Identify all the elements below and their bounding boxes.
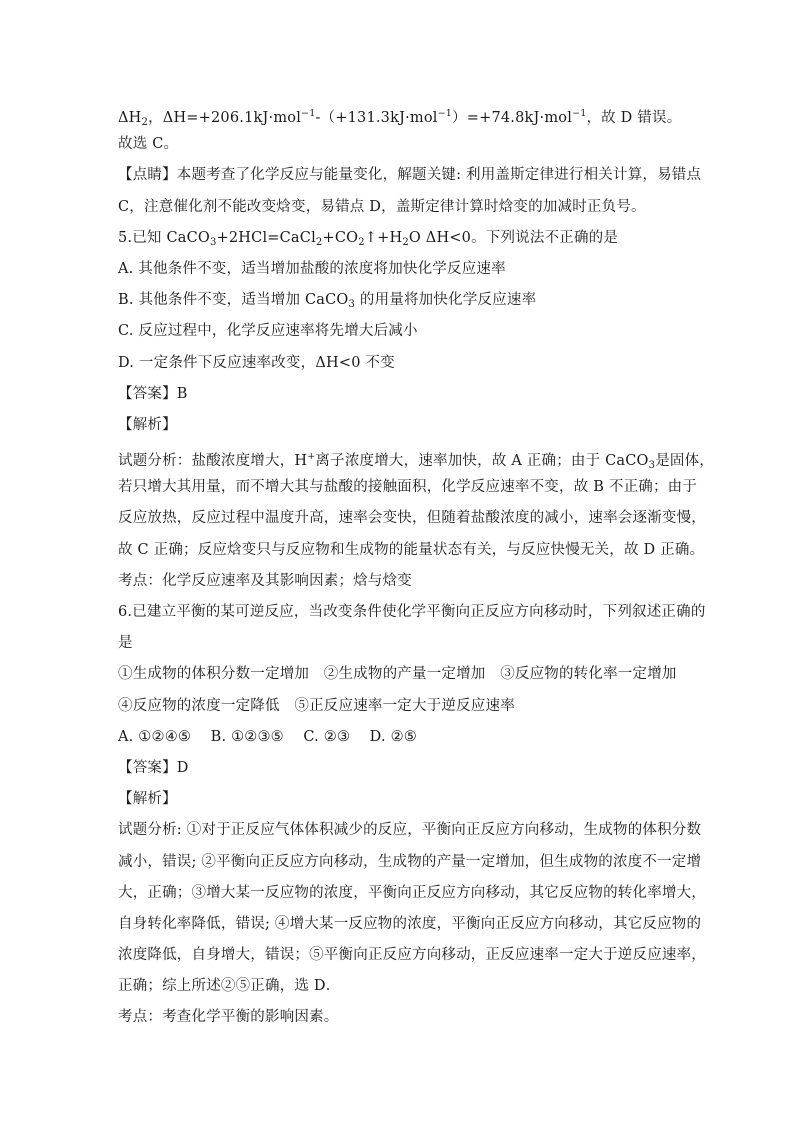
analysis-line-3: 反应放热，反应过程中温度升高，速率会变快，但随着盐酸浓度的减小，速率会逐渐变慢， [118, 510, 706, 527]
question-5-topic: 考点：化学反应速率及其影响因素；焓与焓变 [118, 572, 412, 589]
question-6-stem: 6.已建立平衡的某可逆反应，当改变条件使化学平衡向正反应方向移动时，下列叙述正确的 [118, 604, 706, 620]
text-run: 是固体， [655, 453, 715, 470]
question-6-topic: 考点：考查化学平衡的影响因素。 [118, 1009, 339, 1026]
analysis6-line-2: 减小，错误; ②平衡向正反应方向移动，生成物的产量一定增加，但生成物的浓度不一定增 [118, 853, 702, 870]
question-6-stem-cont: 是 [118, 635, 133, 652]
subscript: 3 [209, 236, 217, 248]
question-6-statements-2: ④反应物的浓度一定降低 ⑤正反应速率一定大于逆反应速率 [118, 697, 515, 714]
text-run: B. 其他条件不变，适当增加 CaCO [118, 292, 349, 309]
text-run: 5.已知 CaCO [118, 229, 210, 246]
analysis6-line-1: 试题分析: ①对于正反应气体体积减少的反应，平衡向正反应方向移动，生成物的体积分数 [118, 822, 702, 839]
question-5-option-d: D. 一定条件下反应速率改变，ΔH<0 不变 [118, 354, 395, 371]
analysis-line-2: 若只增大其用量，而不增大其与盐酸的接触面积，化学反应速率不变，故 B 不正确；由于 [118, 479, 698, 496]
question-5-stem [118, 223, 678, 254]
question-5-option-a: A. 其他条件不变，适当增加盐酸的浓度将加快化学反应速率 [118, 260, 506, 277]
analysis-line-1 [118, 441, 715, 472]
text-run: 的用量将加快化学反应速率 [355, 292, 537, 309]
subscript: 2 [358, 236, 365, 248]
text-run: +2HCl=CaCl [216, 229, 316, 246]
subscript: 2 [402, 236, 409, 248]
superscript: −1 [301, 108, 316, 119]
text-run: ，故 D 错误。 [586, 110, 682, 126]
question-5-answer: 【答案】B [118, 385, 188, 402]
superscript: −1 [437, 108, 453, 119]
superscript: + [307, 451, 316, 463]
text-run: 试题分析：盐酸浓度增大，H [118, 453, 308, 470]
text-line-2: 故选 C。 [118, 136, 179, 153]
analysis-line-4: 故 C 正确；反应焓变只与反应物和生成物的能量状态有关，与反应快慢无关，故 D 正确。 [118, 541, 705, 558]
subscript: 3 [348, 299, 356, 311]
subscript: 3 [648, 460, 656, 472]
text-run: ΔH [118, 110, 142, 126]
subscript: 2 [141, 117, 149, 128]
text-run: +CO [322, 229, 359, 246]
text-run: O ΔH<0。下列说法不正确的是 [408, 229, 619, 246]
subscript: 2 [315, 236, 323, 248]
question-6-answer: 【答案】D [118, 759, 189, 776]
text-run: ↑+H [364, 229, 403, 246]
superscript: −1 [572, 108, 587, 119]
question-6-statements-1: ①生成物的体积分数一定增加 ②生成物的产量一定增加 ③反应物的转化率一定增加 [118, 666, 677, 683]
text-run: 离子浓度增大，速率加快，故 A 正确；由于 CaCO [315, 453, 649, 470]
text-run: ，ΔH=+206.1kJ·mol [148, 110, 302, 126]
document-page [118, 98, 715, 1034]
question-6-options: A. ①②④⑤ B. ①②③⑤ C. ②③ D. ②⑤ [118, 728, 418, 745]
question-5-option-c: C. 反应过程中，化学反应速率将先增大后减小 [118, 323, 418, 340]
question-5-analysis-heading: 【解析】 [118, 416, 177, 433]
analysis6-line-4: 自身转化率降低，错误; ④增大某一反应物的浓度，平衡向正反应方向移动，其它反应物的 [118, 915, 702, 932]
text-run: -（+131.3kJ·mol [315, 110, 438, 126]
question-5-option-b [118, 285, 678, 316]
text-line-1 [118, 98, 682, 129]
analysis6-line-5: 浓度降低，自身增大，错误；⑤平衡向正反应方向移动，正反应速率一定大于逆反应速率， [118, 947, 706, 964]
analysis6-line-6: 正确；综上所述②⑤正确，选 D． [118, 978, 341, 995]
text-line-4: C，注意催化剂不能改变焓变，易错点 D，盖斯定律计算时焓变的加减时正负号。 [118, 198, 646, 215]
analysis6-line-3: 大，正确；③增大某一反应物的浓度，平衡向正反应方向移动，其它反应物的转化率增大， [118, 884, 706, 901]
text-run: ）=+74.8kJ·mol [452, 110, 573, 126]
question-6-analysis-heading: 【解析】 [118, 791, 177, 808]
text-line-3: 【点睛】本题考查了化学反应与能量变化，解题关键: 利用盖斯定律进行相关计算，易错点 [118, 167, 702, 184]
